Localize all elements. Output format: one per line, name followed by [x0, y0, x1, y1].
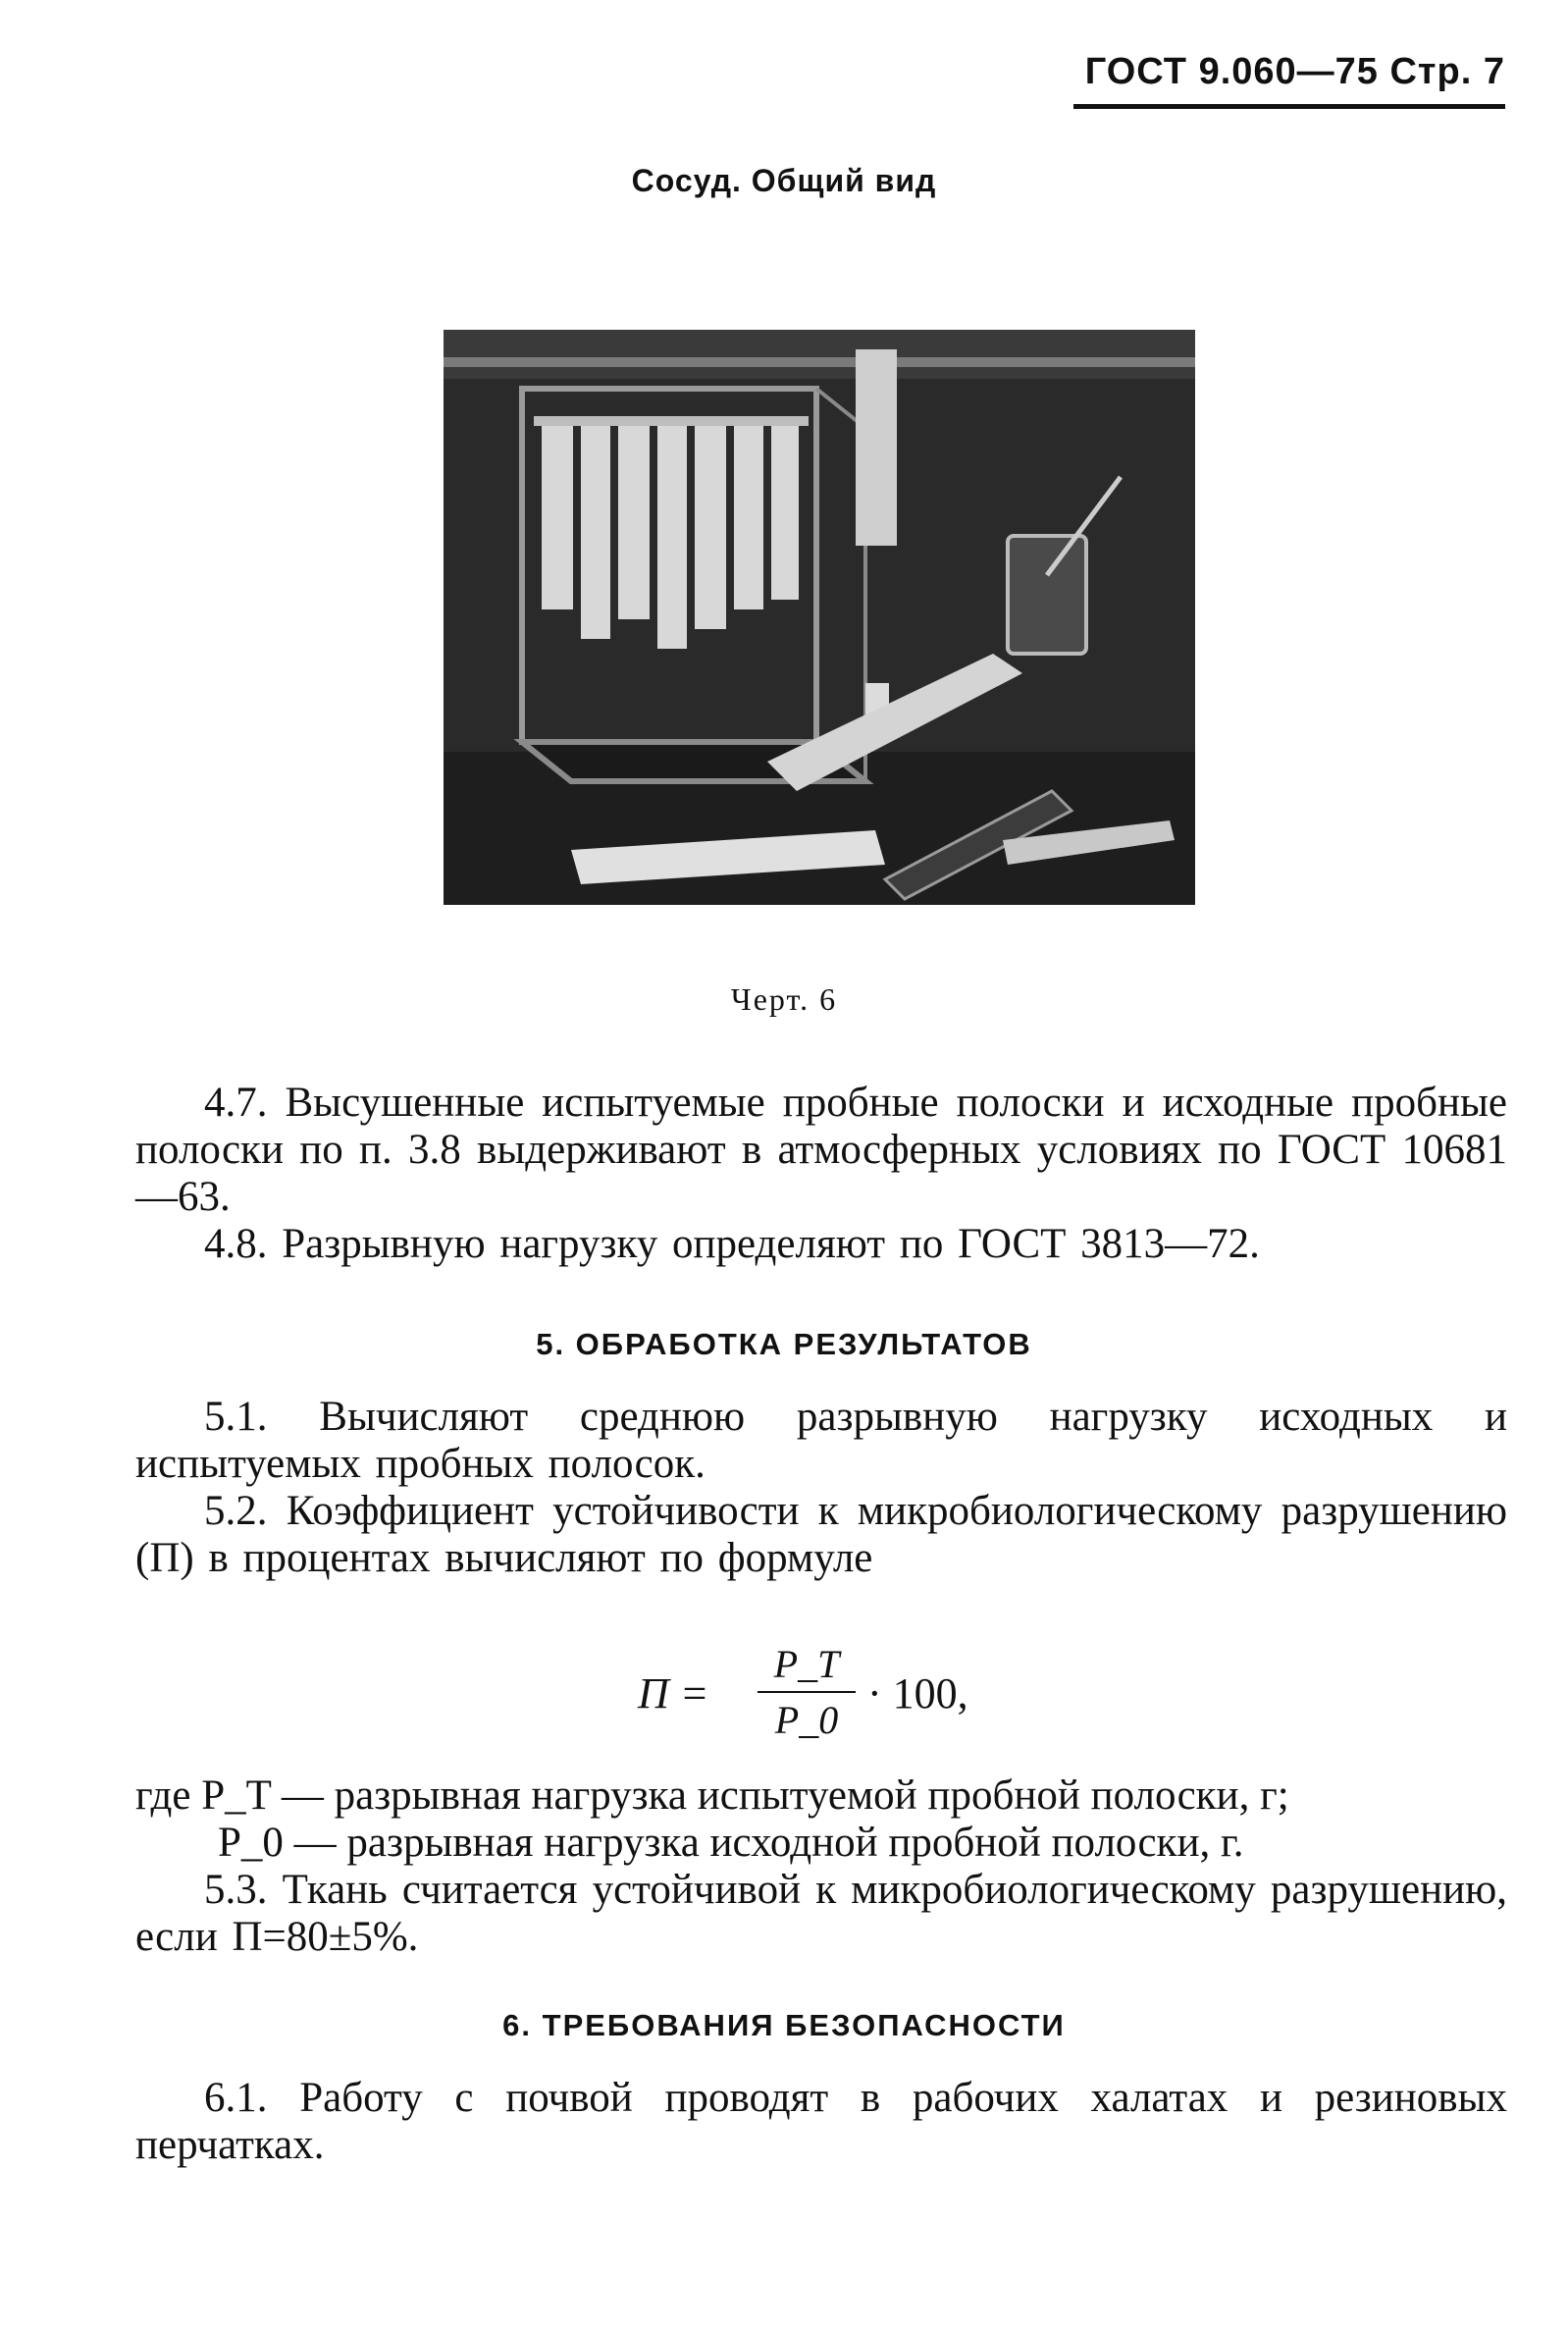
- paragraph-6-1-text: 6.1. Работу с почвой проводят в рабочих халатах и резиновых перчатках.: [135, 2075, 1507, 2168]
- paragraph-4-7-text: 4.7. Высушенные испытуемые пробные полоски и исходные пробные полоски по п. 3.8 выдерживают в атмосферных условиях по ГОСТ 10681—63.: [135, 1080, 1507, 1220]
- vessel-photo: [444, 330, 1195, 905]
- paragraph-4-7: [135, 1080, 1507, 1221]
- figure-title: Сосуд. Общий вид: [631, 163, 937, 198]
- figure-caption: Черт. 6: [730, 981, 838, 1017]
- fraction-bar: [758, 1691, 856, 1693]
- page-header: ГОСТ 9.060—75 Стр. 7: [1084, 51, 1505, 92]
- paragraph-5-3-text: 5.3. Ткань считается устойчивой к микробиологическому разрушению, если П=80±5%.: [135, 1867, 1507, 1960]
- paragraph-5-2: [135, 1488, 1507, 1582]
- formula-lhs: П =: [638, 1669, 709, 1718]
- formula-fraction: [758, 1641, 856, 1743]
- paragraph-5-1: [135, 1394, 1507, 1488]
- formula-numerator: P_T: [773, 1642, 840, 1686]
- formula-rhs: · 100,: [867, 1669, 968, 1718]
- paragraph-4-8: [135, 1221, 1507, 1268]
- paragraph-5-3: [135, 1867, 1507, 1961]
- paragraph-6-1: [135, 2075, 1507, 2169]
- where-line-2: P_0 — разрывная нагрузка исходной пробной полоски, г.: [218, 1820, 1244, 1866]
- formula: [0, 1641, 1568, 1749]
- paragraph-4-8-text: 4.8. Разрывную нагрузку определяют по ГОСТ 3813—72.: [204, 1221, 1260, 1267]
- section-6-heading: 6. ТРЕБОВАНИЯ БЕЗОПАСНОСТИ: [502, 2008, 1066, 2042]
- paragraph-5-1-text: 5.1. Вычисляют среднюю разрывную нагрузку исходных и испытуемых пробных полосок.: [135, 1394, 1507, 1487]
- paragraph-5-2-text: 5.2. Коэффициент устойчивости к микробиологическому разрушению (П) в процентах вычисляют по формуле: [135, 1488, 1507, 1581]
- where-line-1: где P_T — разрывная нагрузка испытуемой пробной полоски, г;: [135, 1772, 1289, 1819]
- header-rule: [1073, 104, 1505, 109]
- formula-denominator: P_0: [774, 1698, 839, 1742]
- section-5-heading: 5. ОБРАБОТКА РЕЗУЛЬТАТОВ: [536, 1327, 1032, 1361]
